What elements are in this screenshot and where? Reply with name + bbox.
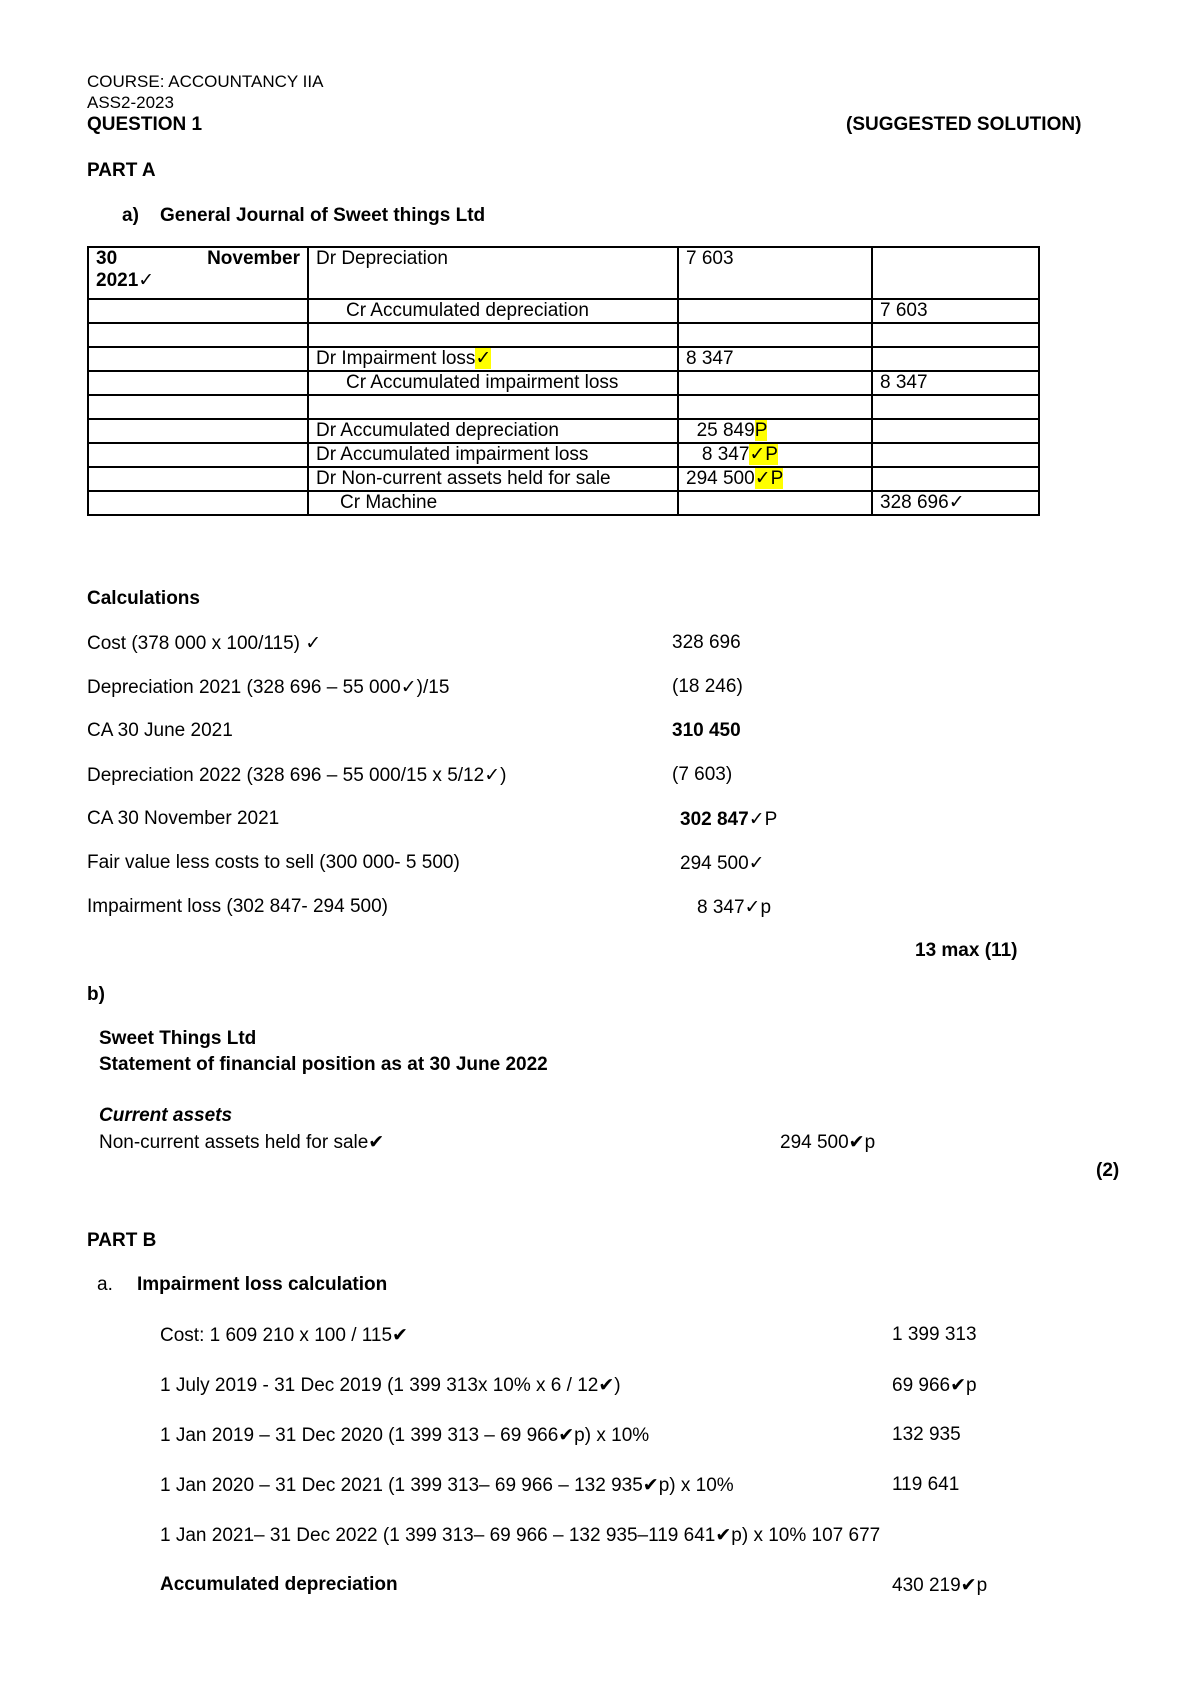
journal-credit	[872, 419, 1039, 443]
assignment-code: ASS2-2023	[87, 93, 174, 112]
journal-debit	[678, 299, 872, 323]
journal-debit	[678, 419, 872, 443]
journal-row	[88, 491, 1039, 515]
journal-date	[88, 347, 308, 371]
part-a-heading: PART A	[87, 160, 156, 181]
current-assets-heading: Current assets	[99, 1105, 233, 1126]
calculations-heading: Calculations	[87, 588, 200, 609]
calc-value	[680, 808, 777, 831]
depreciation-label: Cost: 1 609 210 x 100 / 115✔	[160, 1325, 408, 1346]
calc-value: (18 246)	[672, 676, 743, 697]
calc-value: (7 603)	[672, 764, 733, 785]
account-label: Cr Accumulated depreciation	[346, 300, 589, 321]
depreciation-value: 132 935	[892, 1424, 961, 1445]
journal-row	[88, 467, 1039, 491]
calc-label: Fair value less costs to sell (300 000- 5 500)	[87, 852, 460, 873]
journal-row	[88, 347, 1039, 371]
journal-debit: 7 603	[678, 247, 872, 299]
account-label: Dr Impairment loss	[316, 348, 476, 369]
journal-credit	[872, 247, 1039, 299]
marks-total: 13 max (11)	[915, 940, 1018, 961]
depreciation-label: 1 July 2019 - 31 Dec 2019 (1 399 313x 10% x 6 / 12✔)	[160, 1375, 621, 1396]
depreciation-value: 119 641	[892, 1474, 960, 1495]
depreciation-label: 1 Jan 2019 – 31 Dec 2020 (1 399 313 – 69 966✔p) x 10%	[160, 1425, 650, 1446]
calc-label: Depreciation 2021 (328 696 – 55 000✓)/15	[87, 677, 450, 698]
depreciation-value: 1 399 313	[892, 1324, 977, 1345]
journal-row	[88, 371, 1039, 395]
journal-debit	[678, 467, 872, 491]
journal-account	[308, 347, 678, 371]
journal-account: Dr Accumulated depreciation	[308, 419, 678, 443]
journal-credit	[872, 395, 1039, 419]
calc-value: 310 450	[672, 720, 741, 741]
question-heading: QUESTION 1	[87, 114, 203, 135]
mark-highlight: ✓P	[749, 444, 778, 465]
journal-debit	[678, 371, 872, 395]
journal-credit	[872, 443, 1039, 467]
journal-credit	[872, 347, 1039, 371]
calc-label: Depreciation 2022 (328 696 – 55 000/15 x 5/12✓)	[87, 765, 507, 786]
journal-date	[88, 419, 308, 443]
journal-account	[308, 395, 678, 419]
account-label: Cr Accumulated impairment loss	[346, 372, 619, 393]
journal-debit	[678, 491, 872, 515]
calc-value: 328 696	[672, 632, 741, 653]
journal-date	[88, 467, 308, 491]
impairment-calc-title: Impairment loss calculation	[137, 1274, 388, 1295]
date-month: November	[207, 248, 300, 269]
journal-debit	[678, 323, 872, 347]
journal-account	[308, 491, 678, 515]
suggested-solution-label: (SUGGESTED SOLUTION)	[846, 114, 1082, 135]
journal-date	[88, 323, 308, 347]
journal-debit: 8 347	[678, 347, 872, 371]
journal-account: Dr Depreciation	[308, 247, 678, 299]
journal-date	[88, 299, 308, 323]
depreciation-label: 1 Jan 2020 – 31 Dec 2021 (1 399 313– 69 966 – 132 935✔p) x 10%	[160, 1475, 734, 1496]
part-b-a-label: a.	[97, 1274, 113, 1295]
statement-title: Statement of financial position as at 30 June 2022	[99, 1054, 548, 1075]
course-line: COURSE: ACCOUNTANCY IIA	[87, 72, 324, 91]
journal-account: Dr Non-current assets held for sale	[308, 467, 678, 491]
journal-debit	[678, 443, 872, 467]
calc-label: Impairment loss (302 847- 294 500)	[87, 896, 388, 917]
calc-value-bold: 302 847	[680, 809, 749, 830]
check-mark: ✓	[475, 348, 492, 369]
part-a-b-label: b)	[87, 984, 105, 1005]
mark-highlight: ✓P	[754, 468, 784, 489]
journal-credit: 8 347	[872, 371, 1039, 395]
check-mark: ✓P	[748, 809, 778, 830]
journal-debit	[678, 395, 872, 419]
journal-date	[88, 395, 308, 419]
general-journal-table	[87, 246, 1040, 516]
journal-account	[308, 371, 678, 395]
journal-row	[88, 419, 1039, 443]
journal-credit: 7 603	[872, 299, 1039, 323]
depreciation-value: 69 966✔p	[892, 1375, 977, 1396]
accumulated-depreciation-label: Accumulated depreciation	[160, 1574, 398, 1595]
debit-amount: 25 849	[696, 420, 755, 441]
calc-label: CA 30 June 2021	[87, 720, 233, 741]
journal-row	[88, 323, 1039, 347]
debit-amount: 294 500	[686, 468, 755, 489]
accumulated-depreciation-value: 430 219✔p	[892, 1575, 988, 1596]
calc-value: 8 347✓p	[697, 897, 772, 918]
journal-row	[88, 395, 1039, 419]
depreciation-label: 1 Jan 2021– 31 Dec 2022 (1 399 313– 69 966 – 132 935–119 641✔p) x 10% 107 677	[160, 1525, 881, 1546]
calc-label: CA 30 November 2021	[87, 808, 280, 829]
sfp-line-value: 294 500✔p	[780, 1132, 876, 1153]
calc-value: 294 500✓	[680, 853, 765, 874]
calc-label: Cost (378 000 x 100/115) ✓	[87, 633, 322, 654]
journal-row	[88, 299, 1039, 323]
journal-account	[308, 299, 678, 323]
sfp-line-item: Non-current assets held for sale✔	[99, 1132, 385, 1153]
journal-credit	[872, 467, 1039, 491]
mark-highlight: P	[754, 420, 768, 441]
debit-amount: 8 347	[701, 444, 750, 465]
part-a-a-label: a)	[122, 205, 139, 226]
date-year: 2021	[96, 270, 139, 291]
journal-date	[88, 371, 308, 395]
journal-account: Dr Accumulated impairment loss	[308, 443, 678, 467]
check-mark: ✓	[138, 270, 155, 291]
date-day: 30	[96, 248, 118, 269]
journal-date	[88, 491, 308, 515]
account-label: Cr Machine	[340, 492, 438, 513]
company-name: Sweet Things Ltd	[99, 1028, 257, 1049]
part-b-heading: PART B	[87, 1230, 157, 1251]
credit-amount: 328 696	[880, 492, 949, 513]
journal-credit	[872, 323, 1039, 347]
journal-credit	[872, 491, 1039, 515]
journal-title: General Journal of Sweet things Ltd	[160, 205, 486, 226]
journal-row	[88, 443, 1039, 467]
journal-date	[88, 247, 308, 299]
check-mark: ✓	[948, 492, 965, 513]
journal-date	[88, 443, 308, 467]
journal-account	[308, 323, 678, 347]
marks-b: (2)	[1096, 1160, 1120, 1181]
journal-row	[88, 247, 1039, 299]
